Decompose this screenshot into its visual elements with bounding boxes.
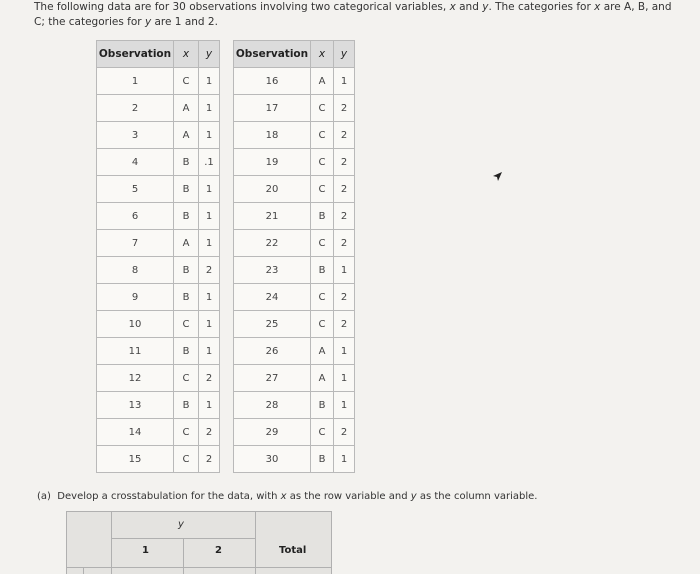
table-row [97,365,220,392]
cell-x: C [174,68,199,95]
cell-obs: 27 [234,365,311,392]
cell-y: 2 [334,149,355,176]
cell-obs: 1 [97,68,174,95]
cell-x: A [311,338,334,365]
table-row [97,122,220,149]
cell-x: B [174,284,199,311]
table-row [234,122,355,149]
cell-obs: 12 [97,365,174,392]
cell-y: 2 [334,311,355,338]
table-row [97,338,220,365]
cell-y: 1 [334,365,355,392]
table-row [97,230,220,257]
cell-x: B [174,203,199,230]
crosstab-col-2: 2 [215,545,222,556]
table-row [234,176,355,203]
cell-y: 2 [334,122,355,149]
cell-y: 1 [334,338,355,365]
cell-x: B [174,149,199,176]
table-row [97,257,220,284]
table-row [234,230,355,257]
cell-y: 1 [199,311,220,338]
table-row [97,446,220,473]
table-row [234,365,355,392]
cell-x: B [174,338,199,365]
cell-y: 1 [199,338,220,365]
cell-y: 1 [334,257,355,284]
cell-obs: 3 [97,122,174,149]
cell-obs: 8 [97,257,174,284]
table-row [97,203,220,230]
cell-obs: 29 [234,419,311,446]
cell-x: A [174,122,199,149]
cell-y: 2 [199,446,220,473]
cell-obs: 26 [234,338,311,365]
cell-x: C [311,176,334,203]
cell-obs: 7 [97,230,174,257]
cell-x: A [174,230,199,257]
cell-y: 1 [199,392,220,419]
header-x: x [174,41,199,68]
cell-x: C [174,446,199,473]
cell-x: C [174,365,199,392]
cell-y: 2 [199,419,220,446]
cell-obs: 6 [97,203,174,230]
table-row [97,419,220,446]
cell-obs: 18 [234,122,311,149]
header-observation: Observation [97,41,174,68]
table-row [97,176,220,203]
cell-x: B [311,257,334,284]
cell-y: 1 [199,122,220,149]
cell-x: C [311,122,334,149]
cell-x: C [311,311,334,338]
cell-obs: 11 [97,338,174,365]
cell-obs: 24 [234,284,311,311]
cell-obs: 23 [234,257,311,284]
problem-statement: The following data are for 30 observations involving two categorical variables, x and y. The categories for x are A, B, and C; the categories for y are 1 and 2. [34,1,672,28]
cell-y: 2 [334,203,355,230]
table-row [234,311,355,338]
table-row [97,68,220,95]
cell-y: 2 [334,419,355,446]
cell-y: .1 [199,149,220,176]
cell-y: 1 [334,68,355,95]
cell-y: 1 [334,446,355,473]
cell-x: C [311,230,334,257]
cell-x: B [174,392,199,419]
cell-x: B [174,257,199,284]
cell-obs: 2 [97,95,174,122]
cell-obs: 14 [97,419,174,446]
cell-x: C [174,419,199,446]
cell-y: 1 [334,392,355,419]
cell-y: 2 [334,95,355,122]
table-row [234,95,355,122]
cell-x: C [311,149,334,176]
cell-obs: 28 [234,392,311,419]
cell-obs: 25 [234,311,311,338]
cell-obs: 9 [97,284,174,311]
cell-y: 1 [199,203,220,230]
crosstab-table [66,511,332,574]
cell-y: 2 [334,284,355,311]
cell-x: A [311,68,334,95]
cell-obs: 19 [234,149,311,176]
cell-obs: 16 [234,68,311,95]
table-row [234,446,355,473]
cell-y: 1 [199,176,220,203]
table-row [97,392,220,419]
table-row [234,284,355,311]
cell-x: B [311,392,334,419]
table-row [97,284,220,311]
observations-table-left [96,40,220,473]
table-row [234,392,355,419]
cell-x: A [311,365,334,392]
cell-obs: 20 [234,176,311,203]
cell-y: 2 [199,257,220,284]
cell-y: 1 [199,230,220,257]
crosstab-col-1: 1 [142,545,149,556]
cell-x: C [311,284,334,311]
question-a: (a) Develop a crosstabulation for the data, with x as the row variable and y as the column variable. [37,491,538,502]
mouse-cursor-icon [491,171,503,183]
cell-obs: 5 [97,176,174,203]
table-row [234,203,355,230]
cell-y: 1 [199,95,220,122]
table-row [234,257,355,284]
cell-x: C [311,419,334,446]
cell-y: 2 [334,230,355,257]
cell-obs: 10 [97,311,174,338]
cell-obs: 4 [97,149,174,176]
header-y: y [199,41,220,68]
cell-y: 2 [199,365,220,392]
header-observation: Observation [234,41,311,68]
crosstab-col-total: Total [279,545,307,556]
header-y: y [334,41,355,68]
cell-x: B [311,203,334,230]
table-row [97,95,220,122]
cell-obs: 17 [234,95,311,122]
table-row [234,149,355,176]
cell-x: B [174,176,199,203]
table-row [97,149,220,176]
cell-x: A [174,95,199,122]
cell-obs: 22 [234,230,311,257]
cell-x: C [174,311,199,338]
cell-y: 2 [334,176,355,203]
cell-obs: 13 [97,392,174,419]
cell-obs: 30 [234,446,311,473]
crosstab-y-label: y [178,519,184,530]
table-row [234,419,355,446]
table-row [234,338,355,365]
cell-y: 1 [199,68,220,95]
cell-x: C [311,95,334,122]
cell-obs: 21 [234,203,311,230]
table-row [234,68,355,95]
cell-y: 1 [199,284,220,311]
observations-table-right [233,40,355,473]
header-x: x [311,41,334,68]
cell-x: B [311,446,334,473]
cell-obs: 15 [97,446,174,473]
table-row [97,311,220,338]
